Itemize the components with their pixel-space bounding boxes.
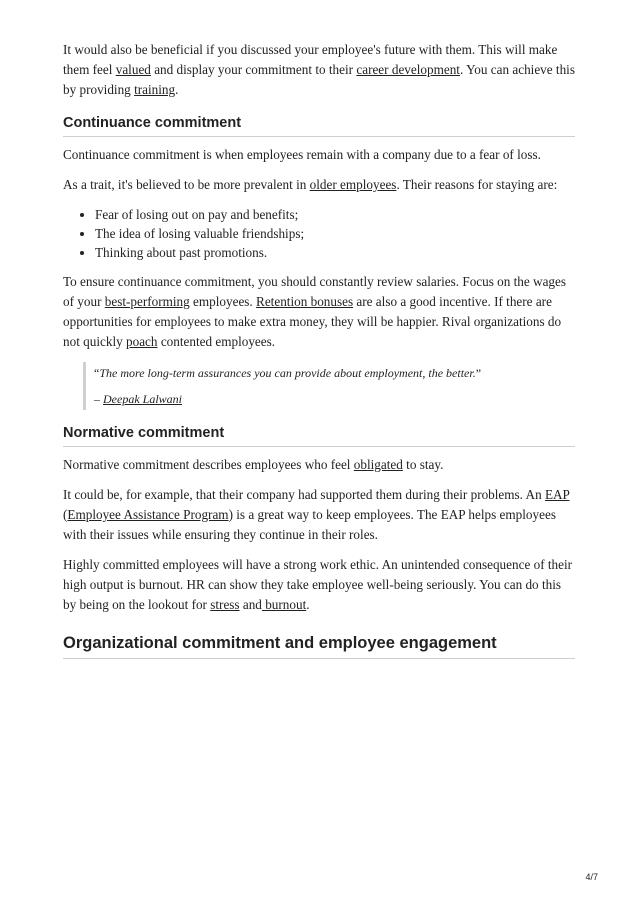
link-retention-bonuses[interactable]: Retention bonuses [256,294,354,309]
text: Normative commitment describes employees who feel [63,457,354,472]
text: Highly committed employees will have a strong work ethic. An unintended consequence of their high output is burnout. HR can show they take employee well-being seriously. You can do this by being on the lookout for [63,557,573,612]
text: It could be, for example, that their company had supported them during their problems. An [63,487,545,502]
list-item: • The idea of losing valuable friendships; [95,224,575,243]
text: ( [63,507,68,522]
quote-citation [94,390,575,408]
text: As a trait, it's believed to be more prevalent in [63,177,310,192]
text: to stay. [402,457,444,472]
page-number: 4/7 [585,872,598,882]
text: To ensure continuance commitment, you should constantly review salaries. Focus on the wages of your [63,274,567,309]
heading-normative-commitment: Normative commitment [63,424,575,447]
link-quote-author[interactable]: Deepak Lalwani [103,392,182,406]
text: . You can achieve this by providing [63,62,575,97]
link-valued[interactable]: valued [115,62,151,77]
text: employees. [189,294,257,309]
paragraph-continuance-definition: Continuance commitment is when employees remain with a company due to a fear of loss. [63,147,541,162]
paragraph-normative-burnout [63,555,575,615]
text: – [94,392,103,406]
text: . Their reasons for staying are: [396,177,558,192]
text: . [175,82,179,97]
text: It would also be beneficial if you discussed your employee's future with them. This will make them feel [63,42,558,77]
quote-body: The more long-term assurances you can provide about employment, the better. [99,366,476,380]
quote-mark: “ [94,366,100,380]
heading-organizational-commitment-engagement: Organizational commitment and employee engagement [63,633,575,659]
list-item: • Fear of losing out on pay and benefits; [95,205,575,224]
reasons-list [63,205,575,262]
document-page [63,40,575,667]
link-obligated[interactable]: obligated [353,457,403,472]
text: and [239,597,262,612]
link-poach[interactable]: poach [126,334,158,349]
link-training[interactable]: training [134,82,176,97]
paragraph-continuance-salaries [63,272,575,352]
link-career-development[interactable]: career development [356,62,460,77]
quote-mark: ” [475,366,482,380]
paragraph-future [63,40,575,100]
paragraph-continuance-trait [63,175,575,195]
paragraph-normative-definition [63,455,575,475]
quote-text [94,364,575,382]
list-item: • Thinking about past promotions. [95,243,575,262]
text: are also a good incentive. If there are opportunities for employees to make extra money, they will be happier. Rival organizations do not quickly [63,294,562,349]
text: contented employees. [157,334,276,349]
link-eap[interactable]: EAP [544,487,570,502]
text: ) is a great way to keep employees. The EAP helps employees with their issues while ensuring they continue in their roles. [63,507,556,542]
heading-continuance-commitment: Continuance commitment [63,114,575,137]
link-older-employees[interactable]: older employees [309,177,397,192]
link-stress[interactable]: stress [210,597,240,612]
quote-block [83,362,575,410]
link-burnout[interactable]: burnout [261,597,307,612]
text: and display your commitment to their [150,62,357,77]
paragraph-normative-eap [63,485,575,545]
text: . [306,597,310,612]
link-best-performing[interactable]: best-performing [104,294,190,309]
link-employee-assistance-program[interactable]: Employee Assistance Program [67,507,229,522]
